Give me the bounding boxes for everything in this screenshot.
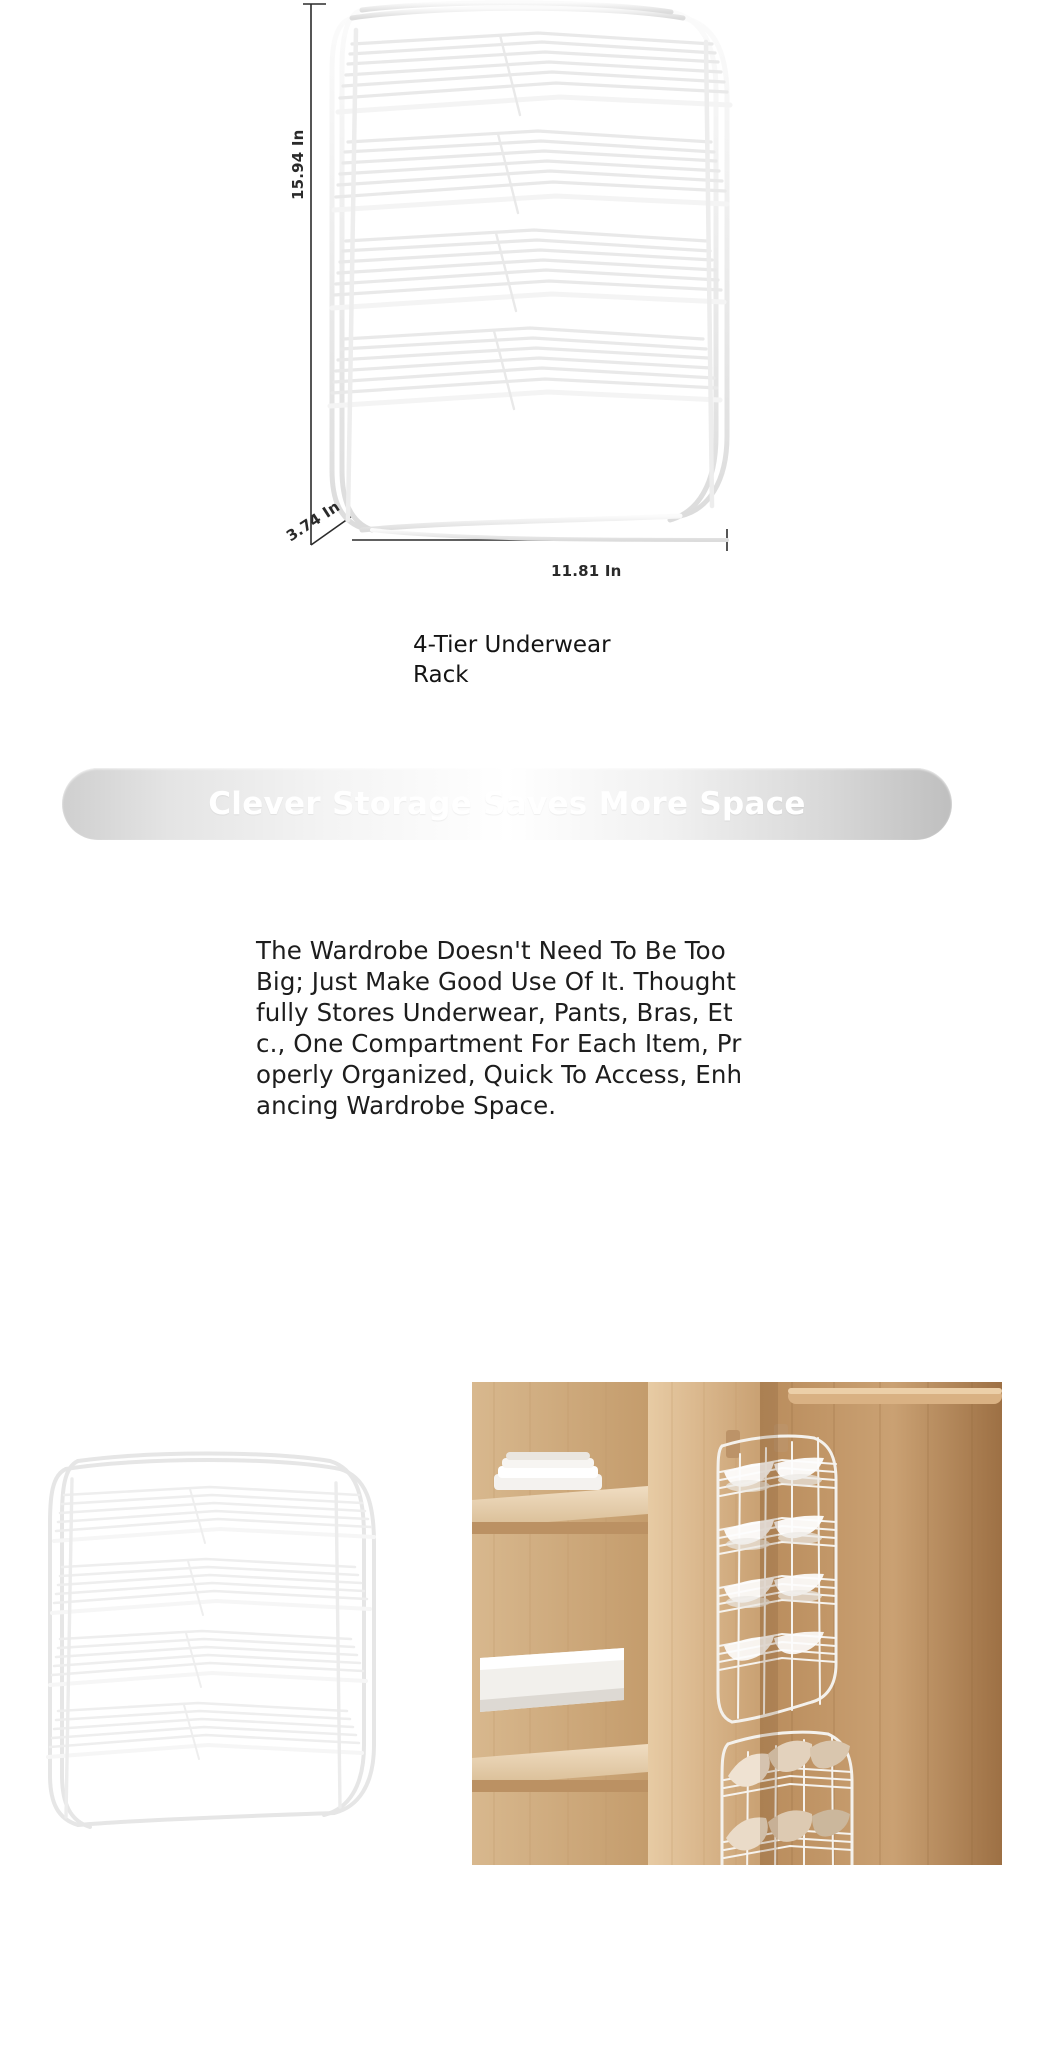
dimension-height-label: 15.94 In	[289, 129, 307, 200]
dimension-width-label: 11.81 In	[551, 562, 622, 580]
description-section	[0, 900, 1062, 1145]
product-name	[0, 630, 1062, 690]
headline-banner	[62, 768, 952, 840]
dimension-depth-label: 3.74 In	[283, 497, 344, 546]
headline-banner-text: Clever Storage Saves More Space	[208, 786, 806, 822]
rack-dimension-diagram	[0, 0, 1062, 600]
rack-product-image	[40, 1445, 380, 1845]
product-name-text: 4-Tier Underwear Rack	[413, 632, 611, 688]
product-photos-section	[0, 1145, 1062, 1865]
wardrobe-scene	[472, 1382, 1002, 1865]
lifestyle-photo	[472, 1382, 1002, 1865]
description-text: The Wardrobe Doesn't Need To Be Too Big; Just Make Good Use Of It. Thoughtfully Stores Underwear, Pants, Bras, Etc., One Compartment For Each Item, Properly Organized, Quick To Access, Enhancing Wardrobe Space.	[256, 935, 743, 1120]
headline-banner-section	[0, 720, 1062, 900]
specification-section	[0, 0, 1062, 720]
